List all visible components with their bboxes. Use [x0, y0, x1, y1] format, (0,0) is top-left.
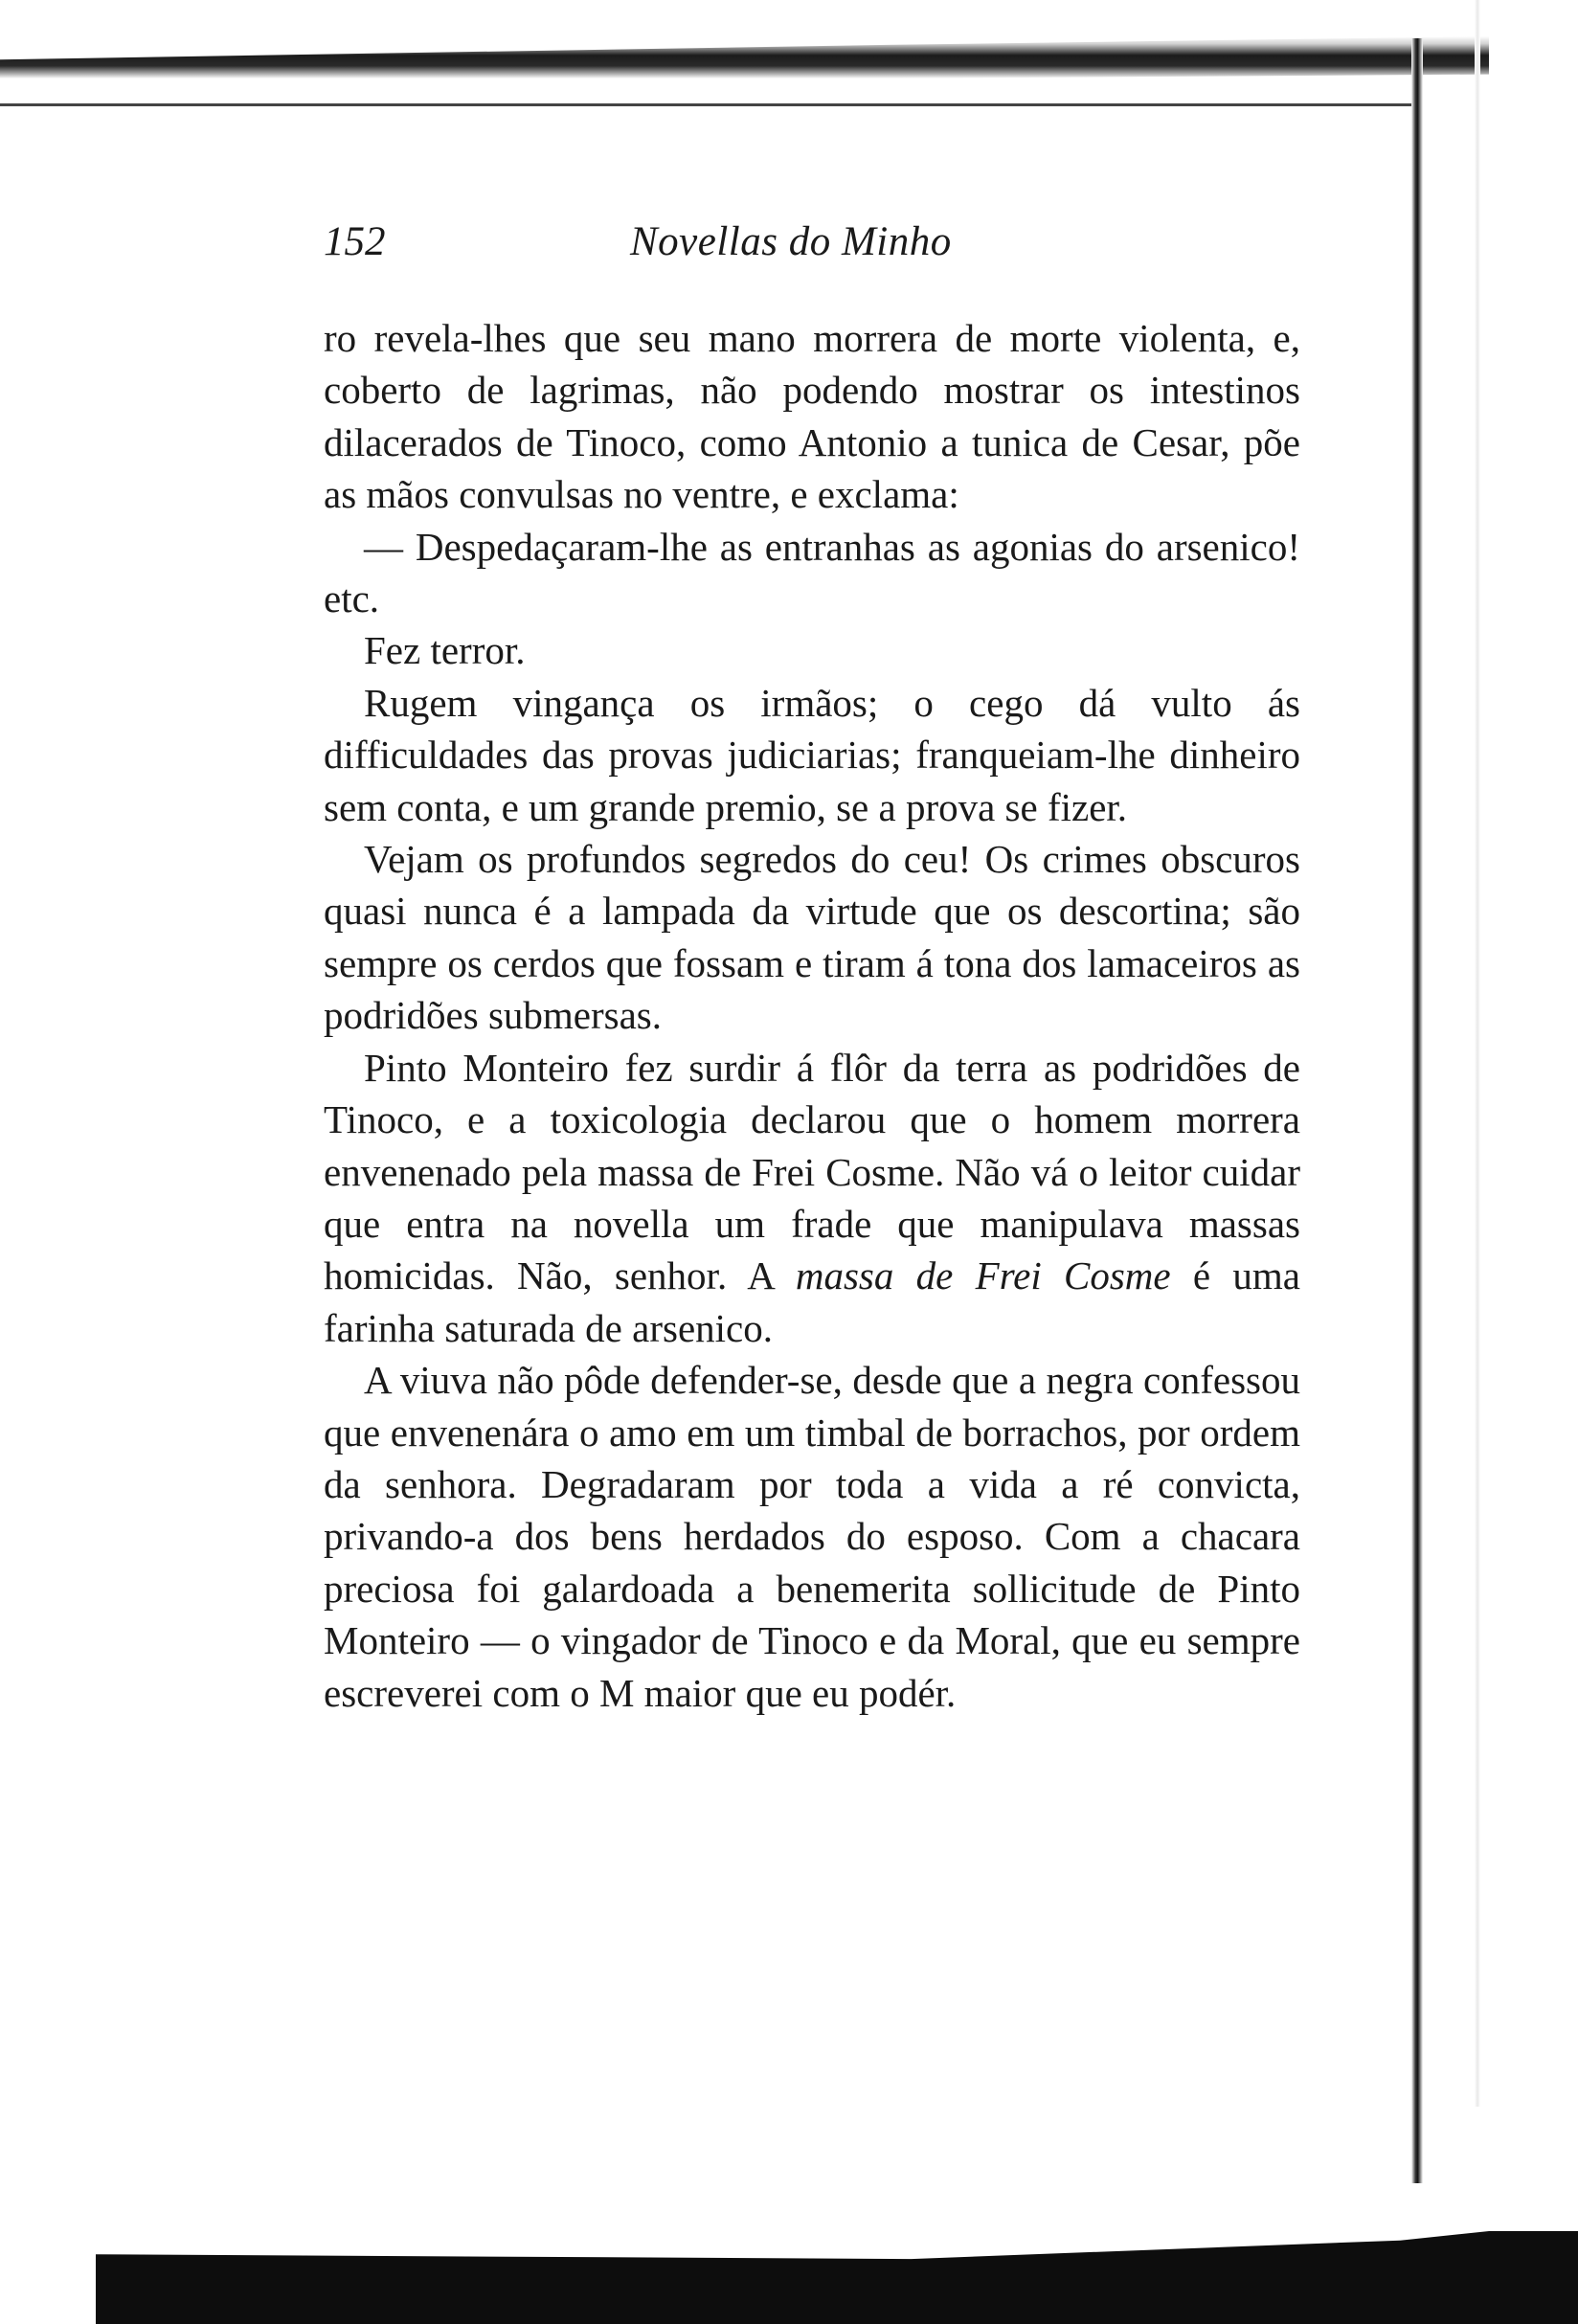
paragraph-5: Vejam os profundos segredos do ceu! Os crimes obscuros quasi nunca é a lampada da virtude que os descortina; são sempre os cerdos que fossam e tiram á tona dos lamaceiros as podridões submersas. [324, 837, 1300, 1038]
paragraph-2: — Despedaçaram-lhe as entranhas as agonias do arsenico! etc. [324, 524, 1300, 621]
page-header [324, 218, 1300, 276]
paragraph-6 [324, 1042, 1300, 1354]
paragraph-7: A viuva não pôde defender-se, desde que a negra confessou que envenenára o amo em um timbal de borrachos, por ordem da senhora. Degradaram por toda a vida a ré convicta, privando-a dos bens herdados do esposo. Com a chacara preciosa foi galardoada a benemerita sollicitude de Pinto Monteiro — o vingador de Tinoco e da Moral, que eu sempre escreverei com o M maior que eu podér. [324, 1358, 1300, 1715]
paragraph-6-text-after: é uma farinha saturada de arsenico. [324, 1253, 1300, 1350]
scan-border-bottom [96, 2231, 1578, 2324]
paragraph-3: Fez terror. [364, 628, 526, 673]
scan-border-right [1411, 38, 1423, 2183]
running-title: Novellas do Minho [630, 219, 952, 264]
paragraph-1: ro revela-lhes que seu mano morrera de morte violenta, e, coberto de lagrimas, não podendo mostrar os intestinos dilacerados de Tinoco, como Antonio a tunica de Cesar, põe as mãos convulsas no ventre, e exclama: [324, 316, 1300, 517]
paragraph-4: Rugem vingança os irmãos; o cego dá vulto ás difficuldades das provas judiciarias; franqueiam-lhe dinheiro sem conta, e um grande premio, se a prova se fizer. [324, 680, 1300, 829]
scan-rule-top [0, 103, 1417, 106]
paragraph-6-text-before: Pinto Monteiro fez surdir á flôr da terra as podridões de Tinoco, e a toxicologia declarou que o homem morrera envenenado pela massa de Frei Cosme. Não vá o leitor cuidar que entra na novella um frade que manipulava massas homicidas. Não, senhor. A [324, 1045, 1300, 1298]
body-text [324, 312, 1300, 1719]
page-number: 152 [324, 219, 386, 264]
scan-shadow-right [1475, 0, 1480, 2107]
paragraph-6-emphasis: massa de Frei Cosme [795, 1253, 1171, 1298]
scan-border-top [0, 36, 1489, 79]
